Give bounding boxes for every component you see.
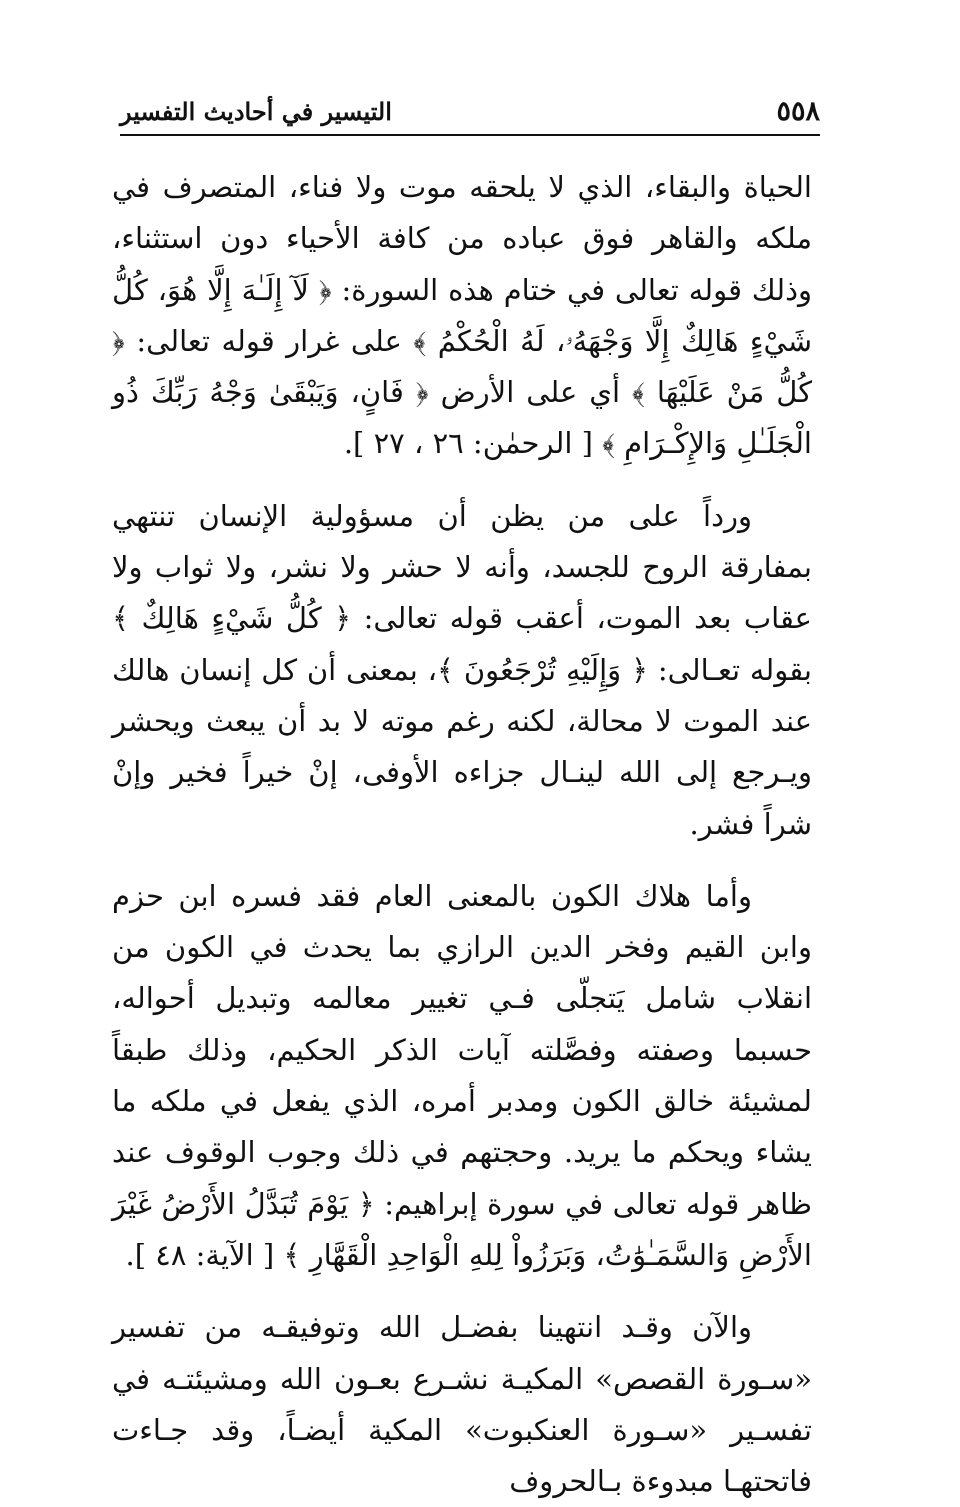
header-rule [120,134,820,136]
paragraph-3: وأما هلاك الكون بالمعنى العام فقد فسره ابن حزم وابن القيم وفخر الدين الرازي بما يحدث في الكون من انقلاب شامل يَتجلّى فـي تغيير معالمه وتبديل أحواله، حسبما وصفته وفصَّلته آيات الذكر الحكيم، وذلك طبقاً لمشيئة خالق الكون ومدبر أمره، الذي يفعل في ملكه ما يشاء ويحكم ما يريد. وحجتهم في ذلك وجوب الوقوف عند ظاهر قوله تعالى في سورة إبراهيم: ﴿ يَوْمَ تُبَدَّلُ الأَرْضُ غَيْرَ الأَرْضِ وَالسَّمَـٰوَٰتُ، وَبَرَزُواْ لِلهِ الْوَاحِدِ الْقَهَّارِ ﴾ [ الآية: ٤٨ ]. [112,878,813,1272]
page-number: ٥٥٨ [776,96,820,127]
running-header [120,92,820,132]
paragraph-4: والآن وقـد انتهينا بفضـل الله وتوفيقـه من تفسير «سـورة القصص» المكيـة نشـرع بعـون الله ومشيئتـه في تفسـير «سـورة العنكبوت» المكية أيضـاً، وقد جـاءت فاتحتهـا مبدوءة بـالحروف [112,1310,812,1499]
paragraph-2: ورداً على من يظن أن مسؤولية الإنسان تنتهي بمفارقة الروح للجسد، وأنه لا حشر ولا نشر، ولا ثواب ولا عقاب بعد الموت، أعقب قوله تعالى: ﴿ كُلُّ شَيْءٍ هَالِكٌ ﴾ بقوله تعـالى: ﴿ وَإِلَيْهِ تُرْجَعُونَ ﴾، بمعنى أن كل إنسان هالك عند الموت لا محالة، لكنه رغم موته لا بد أن يبعث ويحشر ويـرجع إلى الله لينـال جزاءه الأوفى، إنْ خيراً فخير وإنْ شراً فشر. [112,498,812,841]
paragraph-1: الحياة والبقاء، الذي لا يلحقه موت ولا فناء، المتصرف في ملكه والقاهر فوق عباده من كافة الأحياء دون استثناء، وذلك قوله تعالى في ختام هذه السورة: ﴿ لَآ إِلَـٰهَ إِلَّا هُوَ، كُلُّ شَيْءٍ هَالِكٌ إِلَّا وَجْهَهُۥ، لَهُ الْحُكْمُ ﴾ على غرار قوله تعالى: ﴿ كُلُّ مَنْ عَلَيْهَا ﴾ أي على الأرض ﴿ فَانٍ، وَيَبْقَىٰ وَجْهُ رَبِّكَ ذُو الْجَلَـٰلِ وَالإِكْـرَامِ ﴾ [ الرحمٰن: ٢٦ ، ٢٧ ]. [112,170,812,461]
running-title: التيسير في أحاديث التفسير [120,97,392,126]
body-text [112,162,812,1507]
